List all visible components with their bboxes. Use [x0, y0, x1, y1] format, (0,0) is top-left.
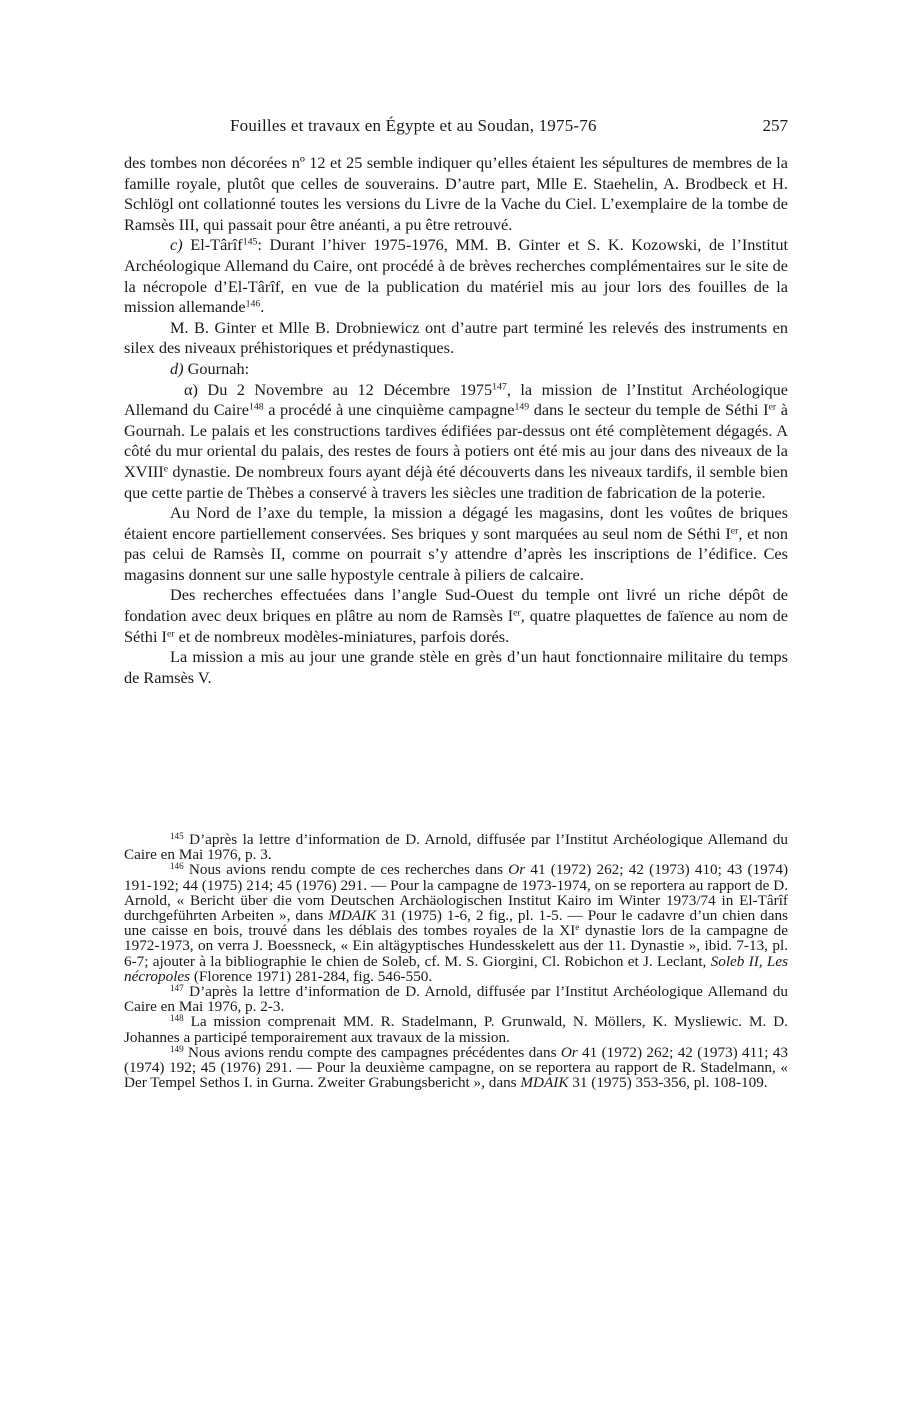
footnote-text: D’après la lettre d’information de D. Arnold, diffusée par l’Institut Archéologique Allemand du Caire en Mai 1976, p. 3. — [124, 831, 788, 864]
superscript: er — [768, 401, 777, 413]
text-run: Au Nord de l’axe du temple, la mission a dégagé les magasins, dont les voûtes de briques étaient encore partiellement conservées. Ses briques y sont marquées au seul nom de Séthi I — [124, 503, 788, 543]
book-title: Soleb II, Les nécropoles — [124, 952, 788, 985]
item-label: c) — [170, 235, 183, 255]
text-run: des tombes non décorées nº 12 et 25 semble indiquer qu’elles étaient les sépultures de membres de la famille royale, plutôt que celles de souverains. D’autre part, Mlle E. Staehelin, A. Brodbeck et H. Schlögl ont collationné toutes les versions du Livre de la Vache du Ciel. L’exemplaire de la tombe de Ramsès III, qui passait pour être anéanti, a pu être retrouvé. — [124, 153, 788, 234]
text-run: dans le secteur du temple de Séthi I — [529, 400, 769, 420]
running-header — [124, 116, 788, 140]
text-run: La mission a mis au jour une grande stèle en grès d’un haut fonctionnaire militaire du temps de Ramsès V. — [124, 647, 788, 687]
paragraph — [124, 647, 788, 688]
footnote-146 — [124, 862, 788, 984]
text-run: Des recherches effectuées dans l’angle Sud-Ouest du temple ont livré un riche dépôt de fondation avec deux briques en plâtre au nom de Ramsès I — [124, 585, 788, 626]
text-run: , la mission de l’Institut Archéologique Allemand du Caire — [124, 379, 788, 420]
text-run: Gournah: — [183, 358, 250, 378]
text-run: et de nombreux modèles-miniatures, parfois dorés. — [174, 626, 510, 646]
footnote-147 — [124, 984, 788, 1014]
text-run: M. B. Ginter et Mlle B. Drobniewicz ont d’autre part terminé les relevés des instruments en silex des niveaux préhistoriques et prédynastiques. — [124, 317, 788, 358]
running-title: Fouilles et travaux en Égypte et au Soudan, 1975-76 — [230, 116, 597, 135]
footnote-ref: 149 — [514, 401, 530, 413]
paragraph — [124, 153, 788, 235]
footnote-text: (Florence 1971) 281-284, fig. 546-550. — [190, 967, 433, 985]
superscript: er — [166, 628, 175, 640]
footnote-text: 31 (1975) 1-6, 2 fig., pl. 1-5. — Pour le cadavre d’un chien dans une caisse en bois, trouvé dans les déblais des tombes royales de la XI — [124, 907, 789, 940]
text-run: , et non pas celui de Ramsès II, comme on pourrait s’y attendre d’après les inscriptions de l’édifice. Ces magasins donnent sur une salle hypostyle centrale à piliers de calcaire. — [124, 523, 788, 584]
footnote-145 — [124, 832, 788, 862]
footnote-text: D’après la lettre d’information de D. Arnold, diffusée par l’Institut Archéologique Allemand du Caire en Mai 1976, p. 2-3. — [124, 983, 788, 1016]
place-name: El-Târîf — [182, 235, 243, 255]
paragraph — [124, 503, 788, 585]
text-run: dynastie. De nombreux fours ayant déjà été découverts dans les niveaux tardifs, il semble bien que cette partie de Thèbes a conservé à travers les siècles une tradition de fabrication de la poterie. — [124, 461, 788, 502]
page-number: 257 — [762, 116, 788, 135]
text-run: à Gournah. Le palais et les constructions tardives édifiées par-dessus ont été complètement dégagés. A côté du mur oriental du palais, des restes de fours à potiers ont été mis au jour dans des niveaux de la XVIII — [124, 400, 788, 481]
paragraph — [124, 318, 788, 359]
journal-abbrev: MDAIK — [520, 1074, 569, 1092]
superscript: e — [575, 922, 580, 933]
footnote-ref: 146 — [245, 298, 261, 310]
paragraph-gournah-heading — [124, 359, 788, 380]
superscript: e — [163, 463, 169, 475]
footnote-text: 31 (1975) 353-356, pl. 108-109. — [568, 1074, 768, 1092]
main-text — [124, 153, 788, 688]
footnote-149 — [124, 1045, 788, 1091]
footnote-number: 147 — [170, 983, 184, 994]
footnotes — [124, 832, 788, 1090]
text-run: α) Du 2 Novembre au 12 Décembre 1975 — [184, 379, 493, 399]
superscript: er — [513, 607, 521, 619]
footnote-ref: 145 — [242, 237, 258, 248]
footnote-148 — [124, 1014, 788, 1044]
footnote-text: 41 (1972) 262; 42 (1973) 411; 43 (1974) 192; 45 (1976) 291. — Pour la deuxième campagne, on se reportera au rapport de R. Stadelmann, « Der Tempel Sethos I. in Gurna. Zweiter Grabungsbericht », dans — [124, 1043, 788, 1092]
footnote-number: 148 — [170, 1013, 184, 1024]
footnote-ref: 147 — [492, 381, 507, 393]
footnote-text: Nous avions rendu compte des campagnes précédentes dans — [183, 1043, 561, 1061]
footnote-number: 145 — [170, 830, 184, 841]
paragraph-el-tarif — [124, 235, 788, 317]
superscript: er — [730, 525, 739, 537]
footnote-text: dynastie lors de la campagne de 1972-1973, on verra J. Boessneck, « Ein altägyptisches Hundesskelett aus der 11. Dynastie », ibid. 7-13, pl. 6-7; ajouter à la bibliographie le chien de Soleb, cf. M. S. Giorgini, Cl. Robichon et J. Leclant, — [124, 922, 788, 970]
journal-abbrev: Or — [508, 861, 526, 879]
paragraph-alpha — [124, 380, 788, 504]
journal-abbrev: Or — [560, 1043, 578, 1061]
footnote-text: La mission comprenait MM. R. Stadelmann, P. Grunwald, N. Möllers, K. Mysliewic. M. D. Johannes a participé temporairement aux travaux de la mission. — [124, 1013, 788, 1046]
text-run: : Durant l’hiver 1975-1976, MM. B. Ginter et S. K. Kozowski, de l’Institut Archéologique Allemand du Caire, ont procédé à de brèves recherches complémentaires sur le site de la nécropole d’El-Târîf, en vue de la publication du matériel mis au jour lors des fouilles de la mission allemande — [124, 235, 788, 317]
footnote-number: 146 — [170, 861, 184, 872]
footnote-text: Nous avions rendu compte de ces recherches dans — [183, 861, 509, 879]
item-label: d) — [170, 358, 184, 378]
footnote-text: 41 (1972) 262; 42 (1973) 410; 43 (1974) 191-192; 44 (1975) 214; 45 (1976) 291. — Pour la campagne de 1973-1974, on se reportera au rapport de D. Arnold, « Bericht über die vom Deutschen Archäologischen Institut Kairo im Winter 1973/74 in El-Târîf durchgeführten Arbeiten », dans — [124, 861, 788, 925]
footnote-ref: 148 — [248, 401, 264, 413]
paragraph — [124, 585, 788, 647]
text-run: . — [260, 297, 265, 317]
text-run: a procédé à une cinquième campagne — [263, 400, 515, 420]
text-run: , quatre plaquettes de faïence au nom de Séthi I — [124, 606, 788, 646]
footnote-number: 149 — [170, 1043, 184, 1054]
journal-abbrev: MDAIK — [328, 907, 377, 925]
